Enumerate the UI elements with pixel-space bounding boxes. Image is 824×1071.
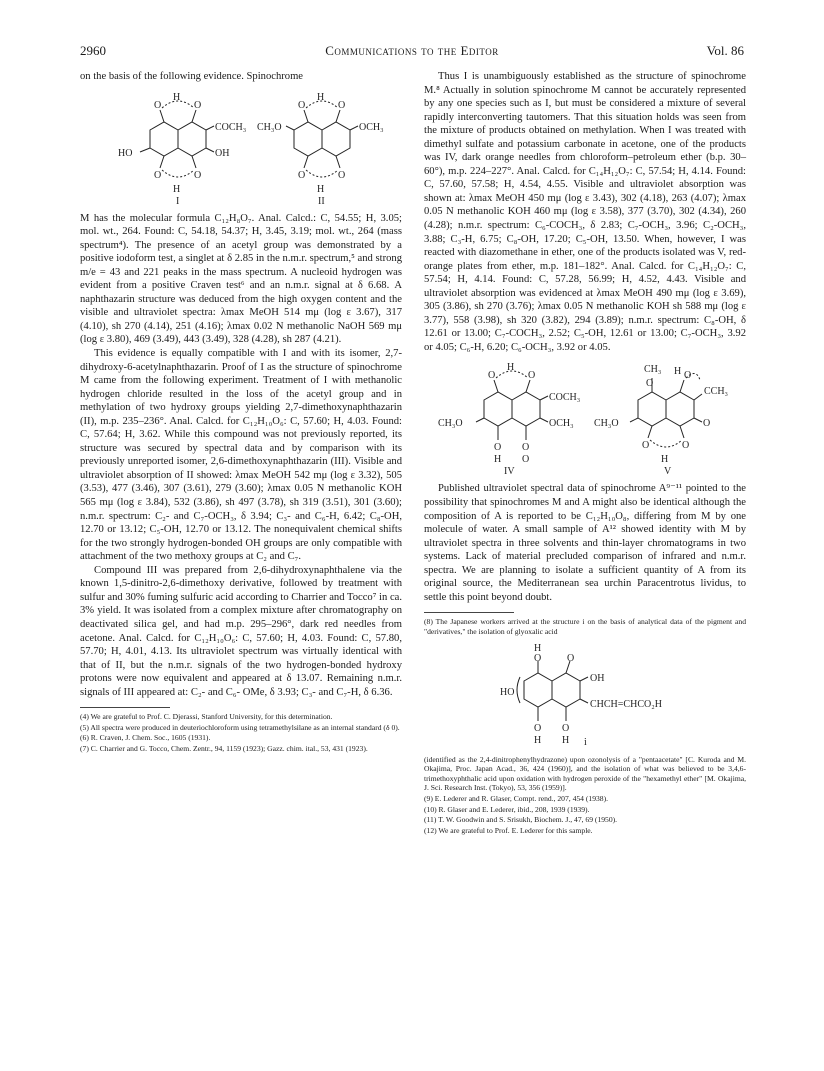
svg-text:CH₃O: CH₃O bbox=[438, 418, 463, 430]
label-II: II bbox=[318, 195, 325, 206]
structures-IV-V bbox=[424, 358, 746, 476]
footnote-5: (5) All spectra were produced in deuteriochloroform using tetramethylsilane as an internal standard (δ 0). bbox=[80, 722, 400, 732]
svg-text:O: O bbox=[298, 99, 306, 111]
intro-line: on the basis of the following evidence. Spinochrome bbox=[80, 71, 304, 82]
svg-text:COCH₃: COCH₃ bbox=[215, 121, 247, 133]
paragraph-3: Compound III was prepared from 2,6-dihydroxynaphthalene via the known 1,5-dinitro-2,6-dimethoxy derivative, followed by treatment with sulfur and 30% fuming sulfuric acid according to Charrier and Tocco⁷ in ca. 3% yield. It was isolated from a complex mixture after chromatography on deactivated silica gel, and had m.p. 295–296°, dark red needles from acetone. Anal. Calcd. for C₁₂H₁₀O₆: C, 57.60; H, 4.03. Found: C, 57.80, 57.70; H, 4.01, 4.13. Its ultraviolet spectrum was virtually identical with that of II, but the n.m.r. signals of the two hydrogen-bonded hydroxy protons were now equivalent and appeared at δ 13.07. Remaining n.m.r. signals of III appeared at: C₂- and C₆- OMe, δ 3.93; C₃- and C₇-H, δ 6.36. bbox=[80, 564, 402, 698]
svg-text:H: H bbox=[173, 91, 181, 103]
chem-structure-figure-2 bbox=[424, 358, 746, 476]
footnote-4: (4) We are grateful to Prof. C. Djerassi, Stanford University, for this determination. bbox=[80, 712, 333, 722]
footnote-9: (9) E. Lederer and R. Glaser, Compt. rend., 207, 454 (1938). bbox=[424, 793, 609, 803]
svg-text:CHCH=CHCO₂H: CHCH=CHCO₂H bbox=[590, 698, 662, 710]
footnote-7: (7) C. Charrier and G. Tocco, Chem. Zentr., 94, 1159 (1923); Gazz. chim. ital., 53, 431 (1923). bbox=[80, 744, 368, 754]
svg-text:O: O bbox=[534, 722, 542, 734]
svg-text:O: O bbox=[154, 99, 162, 111]
journal-section: Communications to the Editor bbox=[325, 43, 499, 58]
page-header bbox=[80, 43, 744, 61]
page-number: 2960 bbox=[80, 43, 106, 58]
structures-I-II bbox=[80, 88, 402, 206]
svg-text:O: O bbox=[646, 378, 654, 390]
svg-text:O: O bbox=[642, 440, 650, 452]
label-IV: IV bbox=[504, 466, 515, 477]
svg-text:H: H bbox=[534, 642, 542, 654]
svg-text:H: H bbox=[674, 366, 682, 378]
label-i: i bbox=[584, 736, 587, 748]
svg-text:HO: HO bbox=[500, 686, 515, 698]
svg-text:H: H bbox=[661, 454, 669, 466]
chem-structure-figure-3 bbox=[424, 641, 746, 749]
svg-text:O: O bbox=[154, 169, 162, 181]
footnote-6: (6) R. Craven, J. Chem. Soc., 1605 (1931). bbox=[80, 733, 211, 743]
svg-text:O: O bbox=[338, 99, 346, 111]
footnote-rule-right bbox=[424, 612, 514, 613]
svg-text:O: O bbox=[522, 442, 530, 454]
svg-text:O: O bbox=[522, 454, 530, 466]
label-V: V bbox=[664, 466, 672, 477]
footnote-11: (11) T. W. Goodwin and S. Srisukh, Biochem. J., 47, 69 (1950). bbox=[424, 815, 618, 825]
svg-text:O: O bbox=[528, 370, 536, 382]
paragraph-2: This evidence is equally compatible with I and with its isomer, 2,7-dihydroxy-6-acetylnaphthazarin. Proof of I as the structure of spinochrome M came from the following experiment. Treatment of I with methanolic hydrogen chloride resulted in the loss of the acetyl group and in methylation of two hydroxy groups yielding 2,7-dimethoxynaphthazarin (II), m.p. 235–236°. Anal. Calcd. for C₁₂H₁₀O₆: C, 57.60; H, 4.03. Found: C, 57.64; H, 3.62. While this compound was not previously reported, its structure was secured by spectral data and by comparison with its previously unreported isomer, 2,6-dimethoxynaphthazarin (III). Visible and ultraviolet absorption of II showed: λmax MeOH 542 mμ (log ε 3.32), 505 (3.53), 477 (3.46), 307 (3.61), 279 (3.60); λmax 0.05 N methanolic KOH 565 mμ (log ε 3.84), 532 (3.86), sh 497 (3.78), sh 319 (3.51), 301 (3.60); n.m.r. spectrum: C₂- and C₇-OCH₃, δ 3.94; C₃- and C₆-H, 6.42; C₈-OH, 12.70 or 13.12; C₅-OH, 12.70 or 13.12. The nonequivalent chemical shifts for the two strongly hydrogen-bonded OH groups are only compatible with attachment of the two methoxy groups at C₂ and C₇. bbox=[80, 348, 402, 563]
svg-text:O: O bbox=[682, 440, 690, 452]
paragraph-r1: Thus I is unambiguously established as the structure of spinochrome M.⁸ Actually in solution spinochrome M cannot be accurately represented by any one species such as I, but must be considered a mixture of several rapidly interconverting tautomers. That this situation holds was seen from the mixture of products obtained on methylation. When I was treated with dimethyl sulfate and potassium carbonate in acetone, one of the products was IV, dark orange needles from chloroform–petroleum ether (b.p. 30–60°), m.p. 224–227°. Anal. Calcd. for C₁₄H₁₂O₇: C, 57.54; H, 4.14. Found: C, 57.60, 57.58; H, 4.54, 4.55. Visible and ultraviolet absorption was shown at: λmax MeOH 450 mμ (log ε 3.43), 302 (4.18), 263 (4.07); λmax 0.05 N methanolic KOH 460 mμ (log ε 3.58), 377 (3.70), 302 (4.34), 260 (4.28); n.m.r. spectrum: C₆-COCH₃, δ 2.83; C₇-OCH₃, 3.96; C₂-OCH₃, 3.88; C₃-H, 6.75; C₈-OH, 17.20; C₅-OH, 13.50. When, however, I was reacted with diazomethane in ether, one of the products isolated was V, red-orange plates from ether, m.p. 181–182°. Anal. Calcd. for C₁₄H₁₂O₇: C, 57.54; H, 4.14. Found: C, 57.28, 56.99; H, 4.52, 4.43. Visible and ultraviolet absorption was evidenced at λmax MeOH 490 mμ (log ε 3.69), 305 (3.86), sh 270 (3.76); λmax 0.05 N methanolic KOH sh 588 mμ (log ε 3.77), 558 (3.98), sh 320 (3.82), 294 (3.89); n.m.r. spectrum: C₈-OH, δ 12.61 or 13.00; C₇-COCH₃, 2.52; C₅-OH, 12.61 or 13.00; C₇-OCH₃, 3.92 or 4.05; C₆-H, 6.20; C₆-OCH₃, 3.92 or 4.05. bbox=[424, 71, 746, 353]
svg-text:COCH₃: COCH₃ bbox=[549, 392, 581, 404]
svg-text:O: O bbox=[494, 442, 502, 454]
svg-text:O: O bbox=[338, 169, 346, 181]
structure-i bbox=[424, 641, 746, 749]
svg-text:CH₃O: CH₃O bbox=[594, 418, 619, 430]
svg-text:CH₃: CH₃ bbox=[644, 364, 662, 376]
svg-text:H: H bbox=[494, 454, 502, 466]
svg-text:O: O bbox=[684, 370, 692, 382]
svg-text:O: O bbox=[194, 169, 202, 181]
footnote-rule bbox=[80, 707, 170, 708]
footnote-8b: (identified as the 2,4-dinitrophenylhydrazone) upon ozonolysis of a "pentaacetate" [C. Kuroda and M. Okajima, Proc. Japan Acad., 36, 424 (1960)], and the isolation of what was believed to be 3,4,6-trimethoxyphthalic acid upon oxidation with hydrogen peroxide of the "hexamethyl ether" [M. Okajima, J. Sci. Research Inst. (Tokyo), 53, 356 (1959)]. bbox=[424, 754, 746, 793]
svg-text:O: O bbox=[703, 418, 711, 430]
svg-text:OH: OH bbox=[590, 672, 605, 684]
footnote-10: (10) R. Glaser and E. Lederer, ibid., 208, 1939 (1939). bbox=[424, 804, 590, 814]
svg-text:H: H bbox=[507, 362, 515, 374]
svg-text:O: O bbox=[194, 99, 202, 111]
svg-text:O: O bbox=[488, 370, 496, 382]
svg-text:CCH₃: CCH₃ bbox=[704, 386, 729, 398]
footnote-8a: (8) The Japanese workers arrived at the structure i on the basis of analytical data of the pigment and "derivatives," the isolation of glyoxalic acid bbox=[424, 617, 746, 636]
volume: Vol. 86 bbox=[706, 43, 744, 58]
svg-text:O: O bbox=[298, 169, 306, 181]
paragraph-1: M has the molecular formula C₁₂H₈O₇. Anal. Calcd.: C, 54.55; H, 3.05; mol. wt., 264. Found: C, 54.18, 54.37; H, 3.45, 3.19; mol. wt., 264 (mass spectrum⁴). The presence of an acetyl group was demonstrated by a positive iodoform test, a singlet at δ 2.85 in the n.m.r. spectrum,⁵ and strong m/e = 43 and 221 peaks in the mass spectrum. A nucleoid hydrogen was evident from a positive Craven test⁶ and an n.m.r. signal at δ 6.68. A naphthazarin structure was deduced from the high oxygen content and the visible and ultraviolet spectra: λmax MeOH 514 mμ (log ε 3.67), 317 (4.10), sh 270 (4.14), 251 (4.16); λmax 0.02 N methanolic NaOH 569 mμ (log ε 3.80), 469 (3.49), 443 (3.49), 328 (4.28), sh 287 (4.21). bbox=[80, 212, 402, 346]
label-I: I bbox=[176, 195, 180, 206]
svg-text:H: H bbox=[173, 183, 181, 195]
svg-text:O: O bbox=[534, 652, 542, 664]
paragraph-r2: Published ultraviolet spectral data of spinochrome A⁹⁻¹¹ pointed to the possibility that spinochromes M and A might also be identical although the composition of A is reported to be C₁₂H₁₀O₈, differing from M by one molecule of water. A small sample of A¹² showed identity with M by ultraviolet spectra in three solvents and thin-layer chromatograms in two systems. Lack of material precluded comparison of infrared and n.m.r. spectra. We are planning to isolate a sufficient quantity of A from its original source, the Mediterranean sea urchin Paracentrotus lividus, to settle this point beyond doubt. bbox=[424, 483, 746, 603]
svg-text:O: O bbox=[562, 722, 570, 734]
svg-text:OH: OH bbox=[215, 147, 230, 159]
svg-text:H: H bbox=[562, 734, 570, 746]
svg-text:H: H bbox=[534, 734, 542, 746]
svg-text:O: O bbox=[567, 652, 575, 664]
svg-text:H: H bbox=[317, 183, 325, 195]
svg-text:H: H bbox=[317, 91, 325, 103]
left-column bbox=[80, 70, 402, 755]
svg-text:OCH₃: OCH₃ bbox=[359, 121, 384, 133]
svg-text:OCH₃: OCH₃ bbox=[549, 418, 574, 430]
footnote-12: (12) We are grateful to Prof. E. Lederer for this sample. bbox=[424, 825, 593, 835]
chem-structure-figure bbox=[80, 88, 402, 206]
right-column bbox=[424, 70, 746, 836]
svg-text:HO: HO bbox=[118, 147, 133, 159]
svg-text:CH₃O: CH₃O bbox=[257, 121, 282, 133]
